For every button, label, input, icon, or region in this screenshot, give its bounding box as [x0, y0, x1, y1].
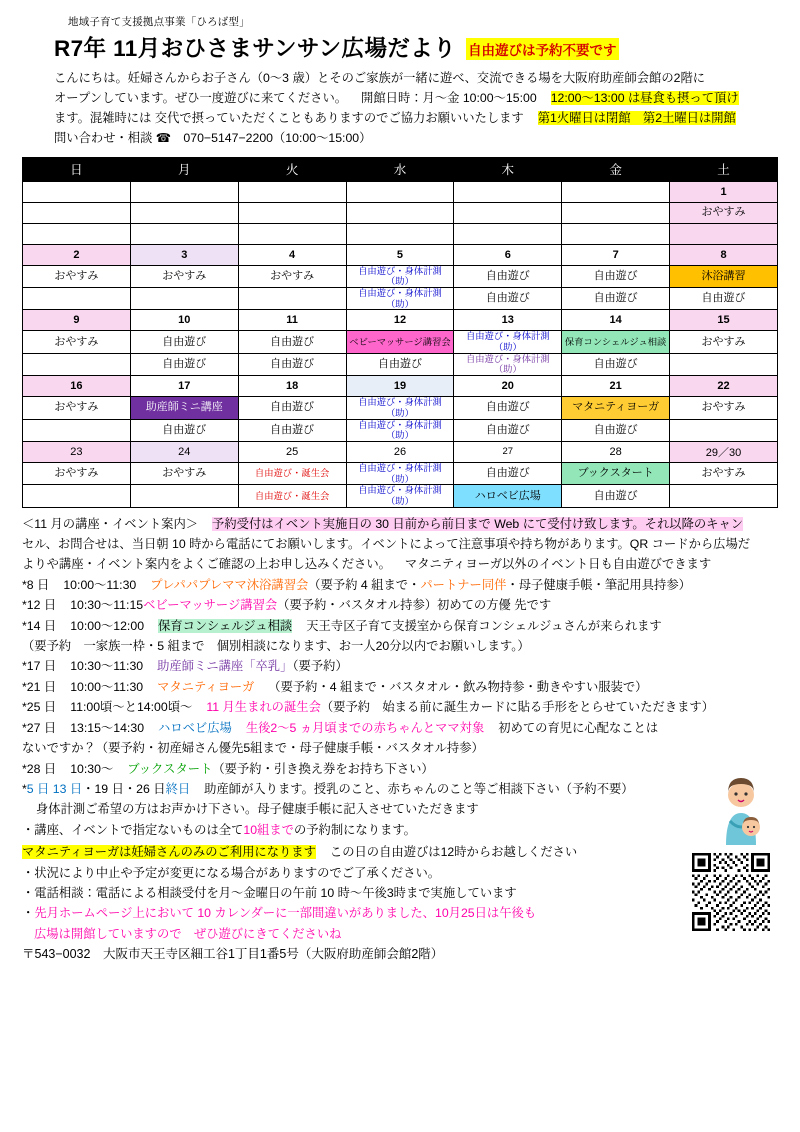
day-cell: 28: [562, 441, 670, 462]
day-cell: 17: [130, 376, 238, 397]
event-cell: 自由遊び: [130, 419, 238, 441]
event-cell: 自由遊び・身体計測（助）: [346, 419, 454, 441]
event-cell: [23, 223, 131, 244]
event-cell: [23, 419, 131, 441]
day-cell: [238, 181, 346, 202]
day-cell: 24: [130, 441, 238, 462]
notice-line-1: ＜11 月の講座・イベント案内＞ 予約受付はイベント実施日の 30 日前から前日まで Web にて受付け致します。それ以降のキャン: [22, 516, 744, 531]
notice-line-3: よりや講座・イベント案内をよくご確認の上お申し込みください。 マタニティヨーガ以外のイベント日も自由遊びできます: [22, 557, 712, 572]
notice-line-2: セル、お問合せは、当日朝 10 時から電話にてお願いします。イベントによって注意事項や持ち物があります。QR コードから広場だ: [22, 537, 751, 552]
day-cell: [562, 181, 670, 202]
calendar-event-row: [23, 397, 778, 419]
parent-and-baby-illustration: [704, 775, 778, 849]
event-item: *12 日 10:30〜11:15ベビーマッサージ講習会（要予約・バスタオル持参）初めての方優 先です: [22, 598, 552, 613]
event-cell: 自由遊び・身体計測（助）: [346, 397, 454, 419]
event-cell: おやすみ: [23, 397, 131, 419]
event-cell: [130, 223, 238, 244]
event-cell: おやすみ: [670, 462, 778, 484]
event-cell: 自由遊び・身体計測（助）: [346, 462, 454, 484]
event-cell: おやすみ: [23, 331, 131, 353]
qr-code-icon[interactable]: [692, 853, 770, 931]
calendar-event-row: [23, 288, 778, 310]
event-cell: 自由遊び: [454, 265, 562, 287]
page-title: R7年 11月おひさまサンサン広場だより: [54, 36, 457, 61]
event-cell: 自由遊び・身体計測（助）: [454, 331, 562, 353]
closed-days-note: 第1火曜日は閉館 第2土曜日は開館: [537, 110, 736, 125]
calendar-event-row: [23, 353, 778, 375]
event-cell: 沐浴講習: [670, 265, 778, 287]
maternity-note: マタニティヨーガは妊婦さんのみのご利用になります この日の自由遊びは12時からお越しください: [22, 845, 578, 860]
event-item: *25 日 11:00頃〜と14:00頃〜 11 月生まれの誕生会（要予約 始まる前に誕生カードに貼る手形をとらせていただきます）: [22, 700, 715, 715]
calendar-event-row: [23, 202, 778, 223]
day-cell: [454, 181, 562, 202]
event-cell: [670, 353, 778, 375]
day-cell: 12: [346, 310, 454, 331]
event-cell: [670, 419, 778, 441]
event-cell: [562, 202, 670, 223]
weekday-wed: 水: [346, 157, 454, 181]
day-cell: 29／30: [670, 441, 778, 462]
event-cell: [130, 202, 238, 223]
weekday-sun: 日: [23, 157, 131, 181]
event-item: *28 日 10:30〜 ブックスタート（要予約・引き換え券をお持ち下さい）: [22, 761, 434, 776]
event-cell: 自由遊び: [454, 462, 562, 484]
event-cell: おやすみ: [670, 202, 778, 223]
event-cell: 自由遊び: [346, 353, 454, 375]
event-cell: 自由遊び: [238, 353, 346, 375]
event-cell: [238, 202, 346, 223]
event-cell: [23, 202, 131, 223]
day-cell: 3: [130, 244, 238, 265]
cancel-note: ・状況により中止や予定が変更になる場合がありますのでご了承ください。: [22, 865, 441, 880]
event-cell: [238, 288, 346, 310]
lunch-note: 12:00〜13:00 は昼食も摂って頂け: [550, 90, 739, 105]
event-cell: 自由遊び・身体計測（助）: [346, 288, 454, 310]
weekday-fri: 金: [562, 157, 670, 181]
event-cell: 自由遊び: [238, 331, 346, 353]
event-item: *8 日 10:00〜11:30 プレパパプレママ沐浴講習会（要予約 4 組まで・パートナー同伴・母子健康手帳・筆記用具持参）: [22, 577, 691, 592]
event-cell: 自由遊び: [562, 288, 670, 310]
day-cell: 22: [670, 376, 778, 397]
event-cell: 自由遊び: [130, 353, 238, 375]
day-cell: 20: [454, 376, 562, 397]
day-cell: 11: [238, 310, 346, 331]
calendar-event-row: [23, 223, 778, 244]
event-cell: ハロベビ広場: [454, 485, 562, 507]
correction-note-2: 広場は開館していますので ぜひ遊びにきてくださいね: [34, 926, 342, 941]
event-cell: おやすみ: [23, 265, 131, 287]
event-cell: [23, 288, 131, 310]
event-cell: [130, 288, 238, 310]
intro-block: [54, 69, 778, 149]
event-cell: ブックスタート: [562, 462, 670, 484]
event-item: *21 日 10:00〜11:30 マタニティヨーガ （要予約・4 組まで・バスタオル・飲み物持参・動きやすい服装で）: [22, 679, 648, 694]
event-cell: おやすみ: [130, 462, 238, 484]
org-line: 地域子育て支援拠点事業「ひろば型」: [68, 16, 250, 28]
day-cell: 19: [346, 376, 454, 397]
event-cell: 自由遊び: [454, 419, 562, 441]
address-line: 〒543−0032 大阪市天王寺区細工谷1丁目1番5号（大阪府助産師会館2階）: [22, 947, 444, 962]
event-item-note: （要予約 一家族一枠・5 組まで 個別相談になります、お一人20分以内でお願いします。）: [22, 639, 530, 654]
day-cell: 1: [670, 181, 778, 202]
day-cell: 14: [562, 310, 670, 331]
event-cell: [454, 202, 562, 223]
event-cell: おやすみ: [670, 397, 778, 419]
event-cell: 自由遊び: [130, 331, 238, 353]
event-cell: [562, 223, 670, 244]
event-cell: 助産師ミニ講座: [130, 397, 238, 419]
event-cell: [23, 353, 131, 375]
event-cell: 自由遊び・身体計測（助）: [346, 485, 454, 507]
event-cell: 自由遊び・誕生会: [238, 485, 346, 507]
calendar-daynum-row: [23, 376, 778, 397]
event-cell: 自由遊び: [238, 419, 346, 441]
event-item: *14 日 10:00〜12:00 保育コンシェルジュ相談 天王寺区子育て支援室から保育コンシェルジュさんが来られます: [22, 618, 662, 633]
event-cell: [238, 223, 346, 244]
day-cell: 10: [130, 310, 238, 331]
day-cell: [23, 181, 131, 202]
event-cell: [670, 485, 778, 507]
event-cell: 自由遊び: [562, 419, 670, 441]
day-cell: 18: [238, 376, 346, 397]
event-cell: 自由遊び・誕生会: [238, 462, 346, 484]
day-cell: 26: [346, 441, 454, 462]
day-cell: 27: [454, 441, 562, 462]
calendar-event-row: [23, 485, 778, 507]
calendar-event-row: [23, 419, 778, 441]
qr-code-block[interactable]: [688, 853, 774, 931]
event-cell: おやすみ: [130, 265, 238, 287]
event-cell: [454, 223, 562, 244]
calendar-daynum-row: [23, 244, 778, 265]
event-cell: [670, 223, 778, 244]
day-cell: [346, 181, 454, 202]
event-cell: 自由遊び: [562, 353, 670, 375]
event-cell: おやすみ: [670, 331, 778, 353]
day-cell: 8: [670, 244, 778, 265]
day-cell: 25: [238, 441, 346, 462]
measurement-line: 身体計測ご希望の方はお声かけ下さい。母子健康手帳に記入させていただきます: [36, 802, 479, 817]
event-item: *27 日 13:15〜14:30 ハロベビ広場 生後2〜5 ヵ月頃までの赤ちゃんとママ対象 初めての育児に心配なことは: [22, 720, 659, 735]
monthly-calendar: [22, 157, 778, 508]
event-cell: 自由遊び: [454, 397, 562, 419]
event-cell: 自由遊び: [454, 288, 562, 310]
calendar-header-row: [23, 157, 778, 181]
events-guide-section: [22, 514, 778, 965]
day-cell: 16: [23, 376, 131, 397]
event-cell: おやすみ: [23, 462, 131, 484]
day-cell: 4: [238, 244, 346, 265]
event-cell: マタニティヨーガ: [562, 397, 670, 419]
intro-line-3: ます。混雑時には 交代で摂っていただくこともありますのでご協力お願いいたします 第1火曜日は閉館 第2土曜日は開館: [54, 110, 736, 125]
event-item: *17 日 10:30〜11:30 助産師ミニ講座「卒乳」（要予約）: [22, 659, 348, 674]
calendar-daynum-row: [23, 441, 778, 462]
reservation-note: 予約受付はイベント実施日の 30 日前から前日まで Web にて受付け致します。それ以降のキャン: [212, 516, 744, 531]
event-cell: おやすみ: [238, 265, 346, 287]
midwife-days-line: *5 日 13 日・19 日・26 日終日 助産師が入ります。授乳のこと、赤ちゃんのこと等ご相談下さい（予約不要）: [22, 781, 634, 796]
no-reservation-badge: 自由遊びは予約不要です: [466, 38, 619, 60]
weekday-thu: 木: [454, 157, 562, 181]
weekday-tue: 火: [238, 157, 346, 181]
day-cell: 6: [454, 244, 562, 265]
title-row: [54, 31, 778, 63]
event-cell: 自由遊び: [670, 288, 778, 310]
weekday-sat: 土: [670, 157, 778, 181]
weekday-mon: 月: [130, 157, 238, 181]
event-cell: 自由遊び: [562, 265, 670, 287]
day-cell: 5: [346, 244, 454, 265]
calendar-daynum-row: [23, 181, 778, 202]
event-item-note: ないですか？（要予約・初産婦さん優先5組まで・母子健康手帳・バスタオル持参）: [22, 741, 484, 756]
intro-line-1: こんにちは。妊婦さんからお子さん（0〜3 歳）とそのご家族が一緒に遊べ、交流できる場を大阪府助産師会館の2階に: [54, 71, 706, 85]
event-cell: 自由遊び: [238, 397, 346, 419]
day-cell: [130, 181, 238, 202]
phone-consult-note: ・電話相談：電話による相談受付を月〜金曜日の午前 10 時〜午後3時まで実施しています: [22, 885, 517, 900]
day-cell: 13: [454, 310, 562, 331]
day-cell: 21: [562, 376, 670, 397]
event-cell: ベビーマッサージ講習会: [346, 331, 454, 353]
day-cell: 15: [670, 310, 778, 331]
event-cell: [23, 485, 131, 507]
day-cell: 23: [23, 441, 131, 462]
calendar-event-row: [23, 265, 778, 287]
day-cell: 7: [562, 244, 670, 265]
event-cell: [130, 485, 238, 507]
reservation-limit-line: ・講座、イベントで指定ないものは全て10組までの予約制になります。: [22, 822, 416, 837]
event-cell: 自由遊び: [562, 485, 670, 507]
event-cell: 保育コンシェルジュ相談: [562, 331, 670, 353]
intro-line-4: 問い合わせ・相談 ☎ 070−5147−2200（10:00〜15:00）: [54, 130, 372, 145]
intro-line-2: オープンしています。ぜひ一度遊びに来てください。 開館日時：月〜金 10:00〜15:00 12:00〜13:00 は昼食も摂って頂け: [54, 90, 739, 105]
event-cell: [346, 202, 454, 223]
calendar-event-row: [23, 331, 778, 353]
event-cell: 自由遊び・身体計測（助）: [346, 265, 454, 287]
calendar-event-row: [23, 462, 778, 484]
event-cell: [346, 223, 454, 244]
calendar-body: [23, 181, 778, 507]
event-cell: 自由遊び・身体計測（助）: [454, 353, 562, 375]
day-cell: 9: [23, 310, 131, 331]
correction-note: ・先月ホームページ上において 10 カレンダーに一部間違いがありました、10月25日は午後も: [22, 906, 537, 921]
day-cell: 2: [23, 244, 131, 265]
calendar-daynum-row: [23, 310, 778, 331]
